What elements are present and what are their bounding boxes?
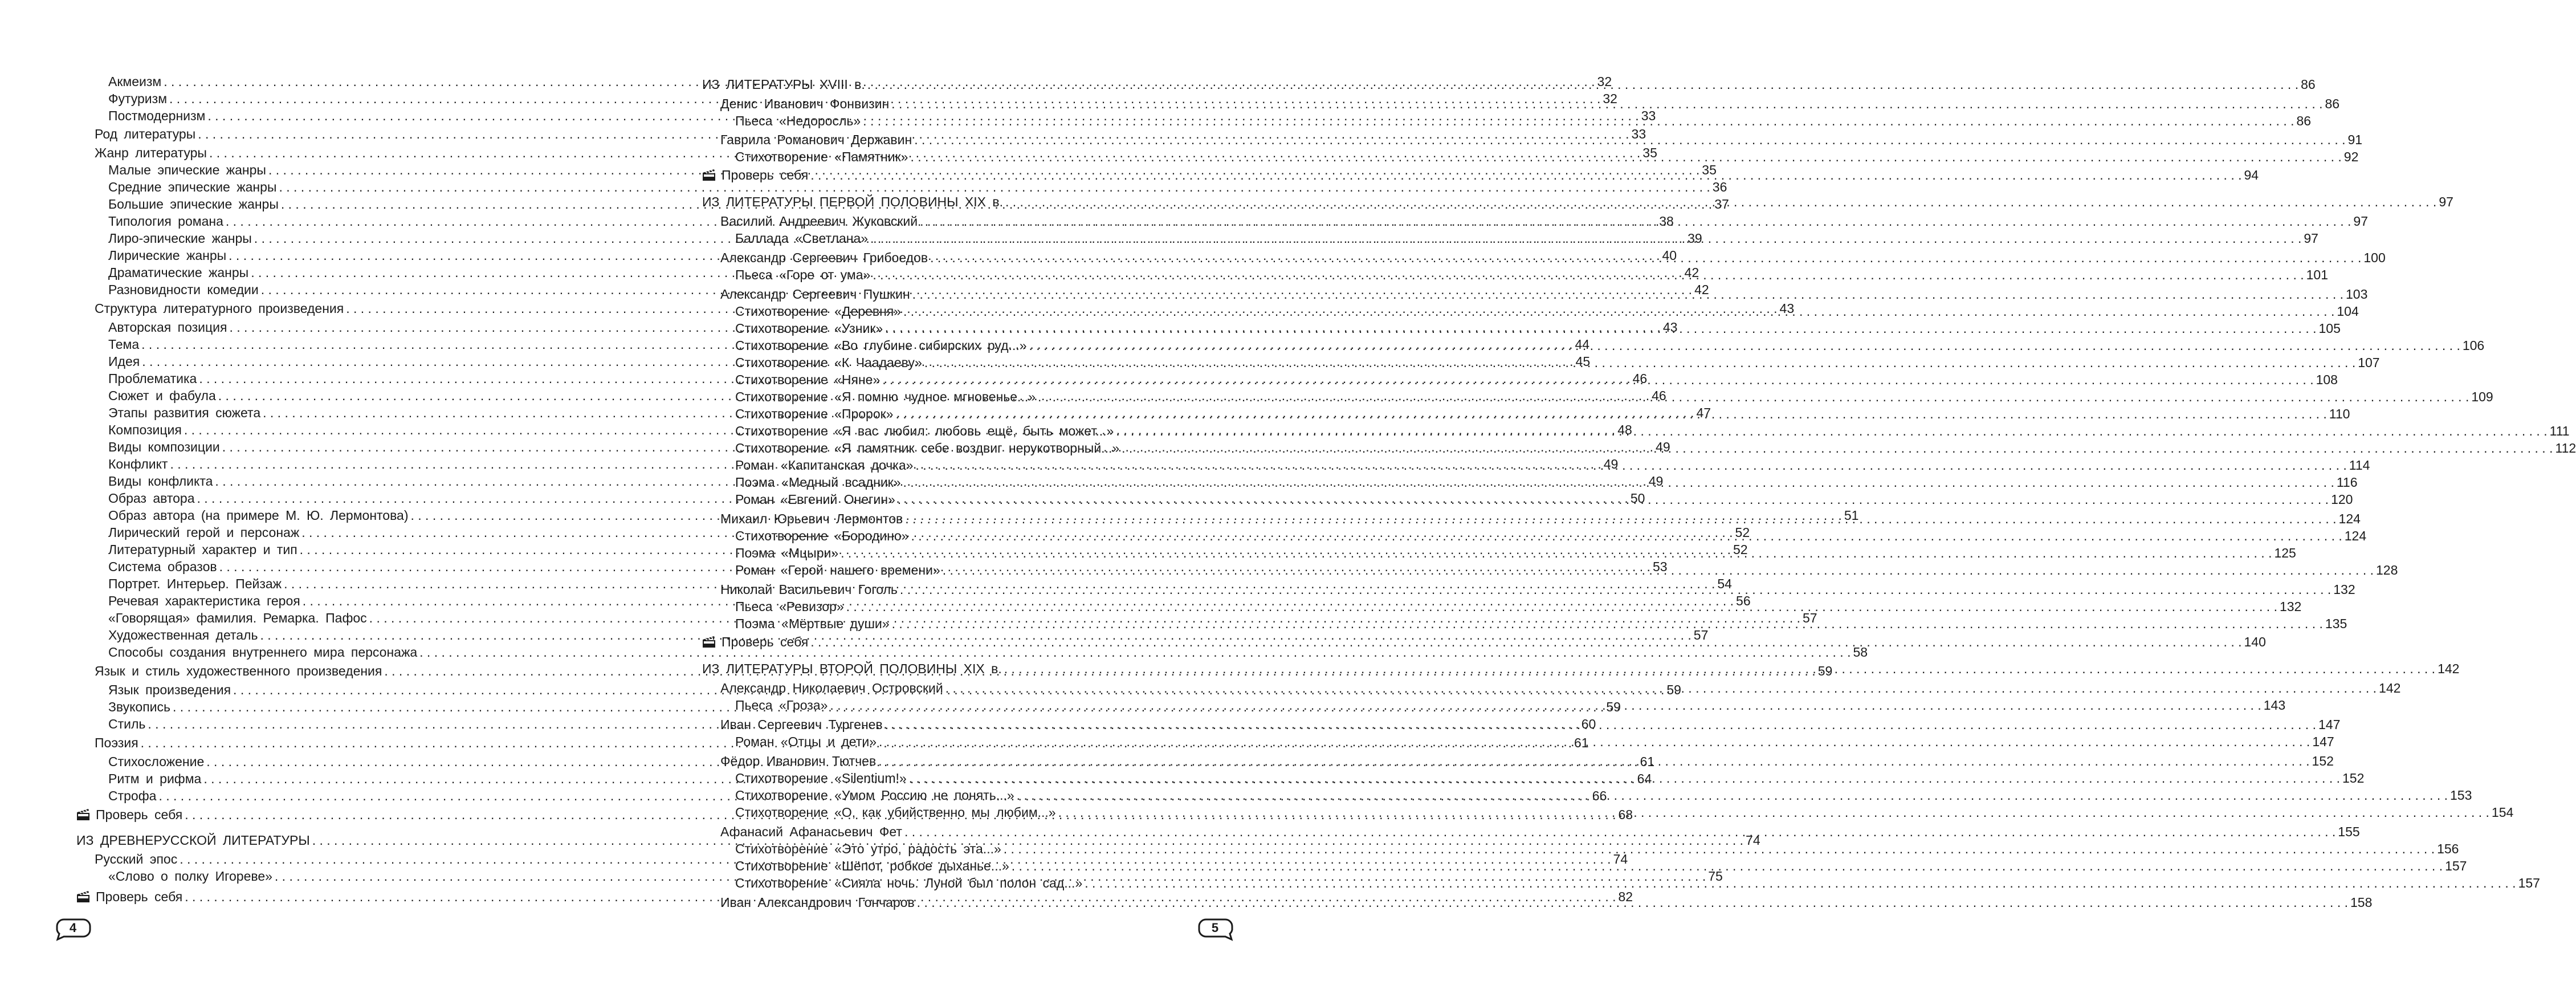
toc-entry-page: 142 (2379, 681, 2401, 695)
toc-entry-page: 49 (1656, 440, 1670, 454)
toc-entry-page: 91 (2347, 132, 2363, 147)
toc-entry-page: 32 (1603, 91, 1617, 106)
toc-entry-title: Виды конфликта (108, 474, 213, 489)
toc-entry-title: Денис Иванович Фонвизин (720, 96, 890, 111)
dot-leader (1005, 193, 2436, 210)
toc-entry-page: 140 (2244, 634, 2266, 649)
toc-entry-page: 112 (2555, 441, 2576, 455)
toc-entry-title: Александр Сергеевич Пушкин (720, 287, 910, 302)
toc-entry-title: Пьеса «Недоросль» (735, 113, 861, 128)
toc-entry-page: 50 (1630, 491, 1645, 506)
toc-entry-page: 101 (2306, 267, 2329, 282)
toc-entry-title: Стихотворение «Памятник» (735, 149, 908, 164)
toc-entry-page: 104 (2337, 304, 2359, 319)
dot-leader (900, 581, 2331, 598)
toc-entry-title: Александр Николаевич Островский (720, 681, 943, 695)
dot-leader (1004, 660, 2435, 677)
toc-entry-title: Стихотворение «Во глубине сибирских руд...» (735, 338, 1027, 353)
toc-entry-title: Авторская позиция (108, 320, 227, 335)
toc-entry-title: Стихотворение «Бородино» (735, 528, 909, 543)
toc-entry-page: 74 (1746, 833, 1760, 848)
toc-entry-title: Русский эпос (95, 852, 178, 866)
toc-entry-title: Стихотворение «Silentium!» (735, 771, 907, 786)
toc-entry-page: 52 (1735, 525, 1750, 540)
toc-entry-title: Род литературы (95, 127, 196, 141)
toc-entry-page: 157 (2518, 876, 2540, 890)
toc-entry-title: Разновидности комедии (108, 282, 259, 297)
toc-entry-page: 42 (1694, 282, 1709, 297)
dot-leader (930, 249, 2361, 266)
toc-entry-title: Гаврила Романович Державин (720, 132, 912, 147)
toc-entry-title: Стихотворение «К Чаадаеву» (735, 355, 922, 370)
toc-entry-page: 124 (2338, 511, 2361, 526)
page-number-badge (1198, 918, 1232, 939)
toc-entry-page: 42 (1684, 265, 1699, 280)
toc-entry-page: 92 (2343, 149, 2359, 164)
toc-entry-title: Поэма «Мёртвые души» (735, 616, 890, 631)
toc-entry-title: Стихотворение «Я помню чудное мгновенье...» (735, 389, 1036, 404)
dot-leader (1012, 857, 2443, 874)
toc-entry-page: 107 (2358, 355, 2380, 370)
toc-entry-page: 157 (2445, 858, 2467, 873)
toc-entry-page: 47 (1696, 405, 1711, 420)
toc-entry-title: Проверь себя (96, 807, 183, 822)
toc-entry-page: 56 (1736, 593, 1751, 608)
toc-entry-title: Проверь себя (96, 889, 183, 904)
toc-entry-page: 75 (1708, 869, 1723, 884)
toc-entry-page: 154 (2491, 805, 2514, 820)
dot-leader (841, 544, 2272, 561)
toc-entry-page: 64 (1637, 771, 1652, 786)
toc-entry-title: Стихотворение «Умом Россию не понять...» (735, 788, 1014, 803)
toc-entry-title: Поэзия (95, 735, 138, 750)
dot-leader (1122, 440, 2553, 457)
toc-entry-title: Малые эпические жанры (108, 162, 266, 177)
toc-entry-title: Большие эпические жанры (108, 197, 279, 211)
toc-entry-title: Пьеса «Гроза» (735, 698, 828, 713)
toc-entry-title: Типология романа (108, 214, 223, 229)
dot-leader (945, 679, 2377, 697)
toc-entry-title: Проверь себя (722, 634, 809, 649)
dot-leader (846, 598, 2277, 615)
dot-leader (1017, 787, 2448, 804)
dot-leader (920, 213, 2351, 230)
toc-entry-title: Поэма «Мцыри» (735, 546, 839, 560)
toc-entry-page: 86 (2325, 96, 2340, 111)
toc-entry-title: Стихотворение «Я памятник себе воздвиг нерукотворный...» (735, 441, 1120, 455)
dot-leader (943, 561, 2374, 579)
toc-entry-title: Пьеса «Горе от ума» (735, 267, 871, 282)
toc-entry-title: Стиль (108, 717, 146, 731)
toc-entry-title: Баллада «Светлана» (735, 231, 869, 246)
toc-entry-page: 45 (1575, 354, 1591, 369)
toc-entry-title: Иван Сергеевич Тургенев (720, 717, 883, 732)
toc-entry-title: Александр Сергеевич Грибоедов (720, 250, 928, 265)
toc-entry-title: ИЗ ЛИТЕРАТУРЫ ВТОРОЙ ПОЛОВИНЫ XIX в. (702, 661, 1002, 676)
toc-entry-page: 35 (1702, 162, 1717, 177)
toc-entry-title: Лирический герой и персонаж (108, 525, 300, 540)
toc-entry-page: 38 (1659, 214, 1674, 229)
toc-entry-title: Звукопись (108, 699, 171, 714)
toc-entry-title: Тема (108, 337, 140, 352)
toc-entry-page: 116 (2336, 475, 2358, 490)
dot-leader (1085, 874, 2516, 892)
toc-entry-title: Футуризм (108, 91, 168, 106)
toc-entry-title: Система образов (108, 559, 217, 574)
toc-entry-page: 110 (2329, 406, 2350, 421)
toc-entry-page: 51 (1844, 508, 1859, 523)
toc-entry-page: 111 (2549, 424, 2570, 438)
toc-entry-page: 158 (2350, 895, 2373, 910)
toc-entry-title: Стихотворение «Я вас любил: любовь ещё, быть может...» (735, 424, 1114, 438)
toc-entry-page: 53 (1652, 559, 1668, 574)
toc-entry-title: Николай Васильевич Гоголь (720, 582, 898, 597)
toc-entry-title: ИЗ ЛИТЕРАТУРЫ XVIII в. (702, 77, 865, 92)
toc-entry-page: 66 (1592, 788, 1607, 803)
toc-entry-title: Средние эпические жанры (108, 180, 277, 194)
toc-entry-title: Роман «Капитанская дочка» (735, 458, 914, 473)
toc-entry-title: Литературный характер и тип (108, 542, 297, 557)
toc-entry-page: 49 (1603, 457, 1619, 471)
page-number-badge (56, 918, 90, 939)
dot-leader (891, 95, 2322, 112)
toc-entry-title: Проверь себя (722, 168, 809, 182)
toc-entry-title: «Говорящая» фамилия. Ремарка. Пафос (108, 611, 367, 625)
toc-entry-title: Конфликт (108, 457, 168, 471)
clapperboard-icon (76, 808, 90, 821)
dot-leader (810, 166, 2241, 184)
toc-entry-page: 49 (1648, 474, 1664, 489)
toc-entry-page: 135 (2325, 616, 2347, 631)
toc-entry-title: Роман «Отцы и дети» (735, 734, 877, 749)
toc-entry-title: ИЗ ДРЕВНЕРУССКОЙ ЛИТЕРАТУРЫ (76, 833, 310, 848)
toc-entry-title: Пьеса «Ревизор» (735, 599, 844, 614)
toc-entry-page: 94 (2244, 168, 2259, 182)
toc-entry-page: 155 (2338, 824, 2360, 839)
dot-leader (903, 474, 2334, 491)
toc-entry-title: Акмеизм (108, 74, 162, 89)
dot-leader (917, 894, 2348, 911)
toc-entry-title: Михаил Юрьевич Лермонтов (720, 511, 903, 526)
toc-entry-page: 143 (2263, 698, 2286, 713)
toc-entry-page: 61 (1640, 754, 1655, 769)
toc-entry-page: 68 (1618, 807, 1633, 822)
toc-entry-title: Художественная деталь (108, 628, 258, 642)
toc-entry-title: Поэма «Медный всадник» (735, 475, 901, 490)
clapperboard-icon (702, 169, 716, 181)
toc-entry-page: 59 (1666, 682, 1681, 697)
toc-entry-page: 40 (1662, 248, 1677, 263)
toc-entry-title: Фёдор Иванович Тютчев (720, 754, 877, 768)
dot-leader (1058, 804, 2489, 821)
toc-entry-page: 108 (2316, 372, 2338, 387)
toc-entry-title: Виды композиции (108, 440, 220, 454)
dot-leader (895, 405, 2326, 422)
toc-entry-title: Язык произведения (108, 682, 231, 697)
page-number-right: 5 (1211, 921, 1219, 935)
toc-entry-page: 36 (1712, 180, 1727, 194)
toc-entry-title: Речевая характеристика героя (108, 593, 300, 608)
toc-entry-page: 33 (1631, 127, 1646, 141)
toc-entry-page: 114 (2349, 458, 2370, 473)
toc-entry-title: Лирические жанры (108, 248, 227, 263)
toc-entry-title: ИЗ ЛИТЕРАТУРЫ ПЕРВОЙ ПОЛОВИНЫ XIX в. (702, 194, 1003, 209)
toc-entry-title: Стихотворение «Это утро, радость эта...» (735, 841, 1001, 856)
toc-entry-page: 147 (2318, 717, 2341, 732)
toc-entry-page: 132 (2279, 599, 2302, 614)
dot-leader (810, 633, 2241, 650)
dot-leader (1038, 388, 2469, 405)
toc-entry-page: 86 (2301, 77, 2316, 92)
toc-entry-title: Образ автора (108, 491, 195, 506)
toc-entry-page: 57 (1803, 611, 1817, 625)
toc-entry-page: 124 (2344, 528, 2367, 543)
toc-entry-page: 147 (2312, 734, 2334, 749)
toc-entry-page: 100 (2363, 250, 2386, 265)
toc-entry-page: 82 (1618, 889, 1633, 904)
toc-entry-title: Стихотворение «Пророк» (735, 406, 894, 421)
toc-entry-title: Портрет. Интерьер. Пейзаж (108, 576, 282, 591)
toc-entry-title: Ритм и рифма (108, 771, 202, 786)
toc-entry-page: 128 (2376, 563, 2398, 577)
dot-leader (903, 303, 2334, 320)
dot-leader (924, 354, 2355, 371)
toc-entry-title: Лиро-эпические жанры (108, 231, 252, 246)
toc-entry (108, 644, 1868, 661)
toc-entry-page: 59 (1817, 664, 1833, 678)
toc-entry-page: 43 (1779, 301, 1795, 316)
dot-leader (885, 320, 2316, 337)
toc-entry-title: Стихотворение «О, как убийственно мы любим...» (735, 805, 1056, 820)
toc-entry-title: Стихотворение «Сияла ночь. Луной был полон сад...» (735, 876, 1083, 890)
toc-entry-title: Стихотворение «Шёпот, робкое дыханье...» (735, 858, 1009, 873)
dot-leader (1116, 422, 2547, 440)
toc-entry-title: Способы создания внутреннего мира персонажа (108, 645, 418, 660)
toc-entry-page: 97 (2353, 214, 2368, 229)
toc-entry-page: 97 (2304, 231, 2318, 246)
toc-entry-title: Композиция (108, 422, 182, 437)
dot-leader (867, 76, 2298, 93)
dot-leader (892, 615, 2323, 632)
toc-entry-title: Стихотворение «Деревня» (735, 304, 902, 319)
toc-entry-page: 33 (1641, 108, 1656, 123)
toc-entry-page: 39 (1688, 231, 1702, 246)
toc-entry-page: 74 (1613, 852, 1628, 866)
toc-entry-page: 153 (2450, 788, 2472, 803)
toc-entry-title: Стихотворение «Няне» (735, 372, 881, 387)
toc-entry-title: Сюжет и фабула (108, 388, 216, 403)
toc-entry-page: 35 (1642, 145, 1657, 160)
toc-entry-title: «Слово о полку Игореве» (108, 869, 272, 884)
toc-entry-page: 43 (1662, 320, 1678, 335)
dot-leader (898, 491, 2329, 508)
dot-leader (915, 457, 2346, 474)
dot-leader (878, 752, 2309, 770)
toc-entry-title: Строфа (108, 788, 157, 803)
toc-entry-page: 152 (2312, 754, 2334, 768)
toc-entry-page: 103 (2346, 287, 2368, 302)
toc-entry-page: 109 (2471, 389, 2493, 404)
toc-entry-title: Роман «Герой нашего времени» (735, 563, 940, 577)
toc-entry-page: 132 (2333, 582, 2355, 597)
toc-entry-page: 61 (1574, 735, 1589, 750)
toc-entry-page: 120 (2331, 492, 2353, 507)
toc-entry-title: Проблематика (108, 371, 197, 386)
page-number-left: 4 (69, 921, 77, 935)
toc-entry-page: 60 (1581, 717, 1596, 731)
toc-entry-page: 46 (1632, 371, 1648, 386)
toc-entry-page: 52 (1733, 542, 1748, 557)
toc-entry-title: Жанр литературы (95, 145, 207, 160)
toc-entry-title: Василий Андреевич Жуковский (720, 214, 918, 229)
toc-entry-page: 32 (1597, 74, 1612, 89)
toc-entry-page: 44 (1575, 337, 1590, 352)
toc-entry-title: Образ автора (на примере М. Ю. Лермонтова) (108, 508, 409, 523)
toc-entry-page: 125 (2274, 546, 2296, 560)
toc-entry-page: 59 (1606, 699, 1621, 714)
toc-entry-page: 57 (1693, 628, 1709, 642)
toc-entry-page: 58 (1853, 645, 1868, 660)
toc-entry-title: Этапы развития сюжета (108, 405, 261, 420)
dot-leader (911, 527, 2342, 544)
toc-entry-title: Иван Александрович Гончаров (720, 895, 915, 910)
dot-leader (879, 733, 2310, 750)
dot-leader (912, 286, 2343, 303)
toc-entry-page: 46 (1652, 388, 1666, 403)
clapperboard-icon (76, 890, 90, 903)
dot-leader (873, 266, 2304, 283)
dot-leader (1029, 337, 2460, 354)
dot-leader (1004, 840, 2435, 857)
dot-leader (910, 148, 2341, 165)
toc-entry-page: 48 (1617, 422, 1632, 437)
toc-entry-page: 105 (2318, 321, 2341, 336)
dot-leader (882, 371, 2313, 388)
toc-entry-title: Стихотворение «Узник» (735, 321, 883, 336)
toc-entry-title: Язык и стиль художественного произведения (95, 664, 382, 678)
dot-leader (905, 510, 2336, 527)
toc-entry-title: Роман «Евгений Онегин» (735, 492, 895, 507)
toc-entry-page: 152 (2342, 771, 2365, 786)
dot-leader (885, 716, 2316, 733)
toc-entry-page: 142 (2438, 661, 2460, 676)
clapperboard-icon (702, 636, 716, 648)
toc-entry-page: 156 (2437, 841, 2459, 856)
toc-entry-title: Стихосложение (108, 754, 205, 769)
toc-entry-page: 97 (2439, 194, 2453, 209)
dot-leader (863, 112, 2294, 129)
toc-entry-page: 106 (2462, 338, 2485, 353)
dot-leader (914, 131, 2345, 148)
toc-entry-title: Структура литературного произведения (95, 301, 344, 316)
toc-entry-page: 86 (2296, 113, 2312, 128)
dot-leader (904, 823, 2335, 840)
dot-leader (830, 697, 2261, 714)
toc-entry-title: Идея (108, 354, 140, 369)
toc-entry-title: Постмодернизм (108, 108, 206, 123)
toc-entry-page: 54 (1717, 576, 1732, 591)
toc-entry-title: Афанасий Афанасьевич Фет (720, 824, 902, 839)
toc-entry-page: 37 (1714, 197, 1729, 211)
toc-entry (108, 178, 1727, 196)
dot-leader (870, 230, 2301, 247)
toc-entry (720, 823, 2360, 840)
toc-entry-title: Драматические жанры (108, 265, 249, 280)
dot-leader (909, 770, 2340, 787)
